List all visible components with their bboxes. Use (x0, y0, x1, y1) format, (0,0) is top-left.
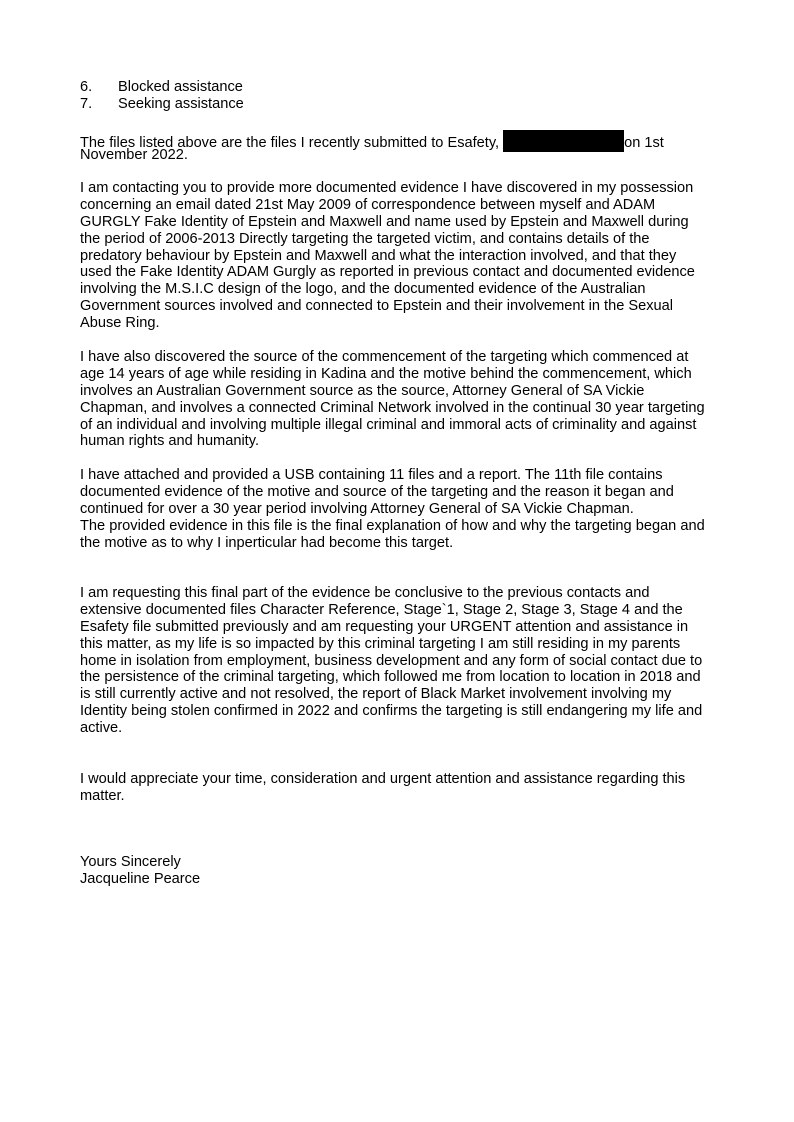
paragraph-line: human rights and humanity. (80, 433, 260, 450)
paragraph-line: the motive as to why I inperticular had become this target. (80, 534, 454, 551)
list-label: Seeking assistance (118, 96, 244, 112)
closing-salutation: Yours Sincerely (80, 854, 181, 870)
list-item (80, 96, 244, 113)
paragraph-line: is still currently active and not resolved, the report of Black Market involvement involving my (80, 686, 672, 703)
redaction-box (503, 130, 624, 152)
paragraph-line: used the Fake Identity ADAM Gurgly as reported in previous contact and documented evidence (80, 264, 695, 281)
line-text: on 1st (624, 135, 664, 151)
paragraph-line: of an individual and involving multiple illegal criminal and immoral acts of criminality and against (80, 416, 697, 433)
paragraph-line: involves an Australian Government source as the source, Attorney General of SA Vickie (80, 382, 645, 399)
paragraph-line: Government sources involved and connected to Epstein and their involvement in the Sexual (80, 298, 674, 315)
paragraph-line: involving the M.S.I.C design of the logo, and the documented evidence of the Australian (80, 281, 646, 298)
paragraph-line: active. (80, 720, 123, 737)
paragraph-email-evidence (80, 180, 720, 332)
paragraph-line: Abuse Ring. (80, 315, 160, 332)
list-number: 6. (80, 79, 93, 95)
paragraph-line: predatory behaviour by Epstein and Maxwell and what the interaction involved, and that they (80, 247, 677, 264)
paragraph-line: documented evidence of the motive and source of the targeting and the reason it began and (80, 483, 674, 500)
paragraph-line: Chapman, and involves a connected Criminal Network involved in the continual 30 year targeting (80, 399, 705, 416)
paragraph-line: concerning an email dated 21st May 2009 of correspondence between myself and ADAM (80, 196, 656, 213)
paragraph-line: age 14 years of age while residing in Kadina and the motive behind the commencement, which (80, 365, 692, 382)
paragraph-line (80, 130, 720, 151)
paragraph-line: November 2022. (80, 146, 188, 163)
paragraph-line: Identity being stolen confirmed in 2022 and confirms the targeting is still endangering my life and (80, 703, 703, 720)
paragraph-line: extensive documented files Character Reference, Stage`1, Stage 2, Stage 3, Stage 4 and the (80, 601, 683, 618)
paragraph-line: The provided evidence in this file is the final explanation of how and why the targeting began and (80, 517, 705, 534)
paragraph-urgent-request (80, 585, 720, 737)
paragraph-line: I am contacting you to provide more documented evidence I have discovered in my possession (80, 180, 694, 196)
paragraph-line: matter. (80, 787, 125, 804)
paragraph-line: this matter, as my life is so impacted by this criminal targeting I am still residing in my parents (80, 635, 681, 652)
paragraph-appreciation (80, 771, 720, 805)
paragraph-line: Esafety file submitted previously and am requesting your URGENT attention and assistance in (80, 618, 689, 635)
paragraph-line: I would appreciate your time, consideration and urgent attention and assistance regarding this (80, 771, 686, 787)
paragraph-targeting-source (80, 349, 720, 450)
line-text: The files listed above are the files I recently submitted to Esafety, (80, 135, 500, 151)
paragraph-usb-attachment (80, 467, 720, 551)
paragraph-line: continued for over a 30 year period involving Attorney General of SA Vickie Chapman. (80, 500, 634, 517)
paragraph-line: I have attached and provided a USB containing 11 files and a report. The 11th file contains (80, 467, 663, 483)
paragraph-line: home in isolation from employment, business development and any form of social contact due to (80, 652, 703, 669)
paragraph-line: I am requesting this final part of the evidence be conclusive to the previous contacts and (80, 585, 650, 601)
paragraph-line: GURGLY Fake Identity of Epstein and Maxwell and name used by Epstein and Maxwell during (80, 213, 689, 230)
closing-block (80, 854, 720, 888)
list-label: Blocked assistance (118, 79, 243, 95)
paragraph-files-submitted (80, 130, 720, 164)
paragraph-line: the persistence of the criminal targeting, which followed me from location to location in 2018 and (80, 669, 701, 686)
list-number: 7. (80, 96, 93, 112)
paragraph-line: the period of 2006-2013 Directly targeting the targeted victim, and contains details of the (80, 230, 650, 247)
list-item (80, 79, 243, 96)
signature-name: Jacqueline Pearce (80, 870, 201, 887)
paragraph-line: I have also discovered the source of the commencement of the targeting which commenced at (80, 349, 689, 365)
